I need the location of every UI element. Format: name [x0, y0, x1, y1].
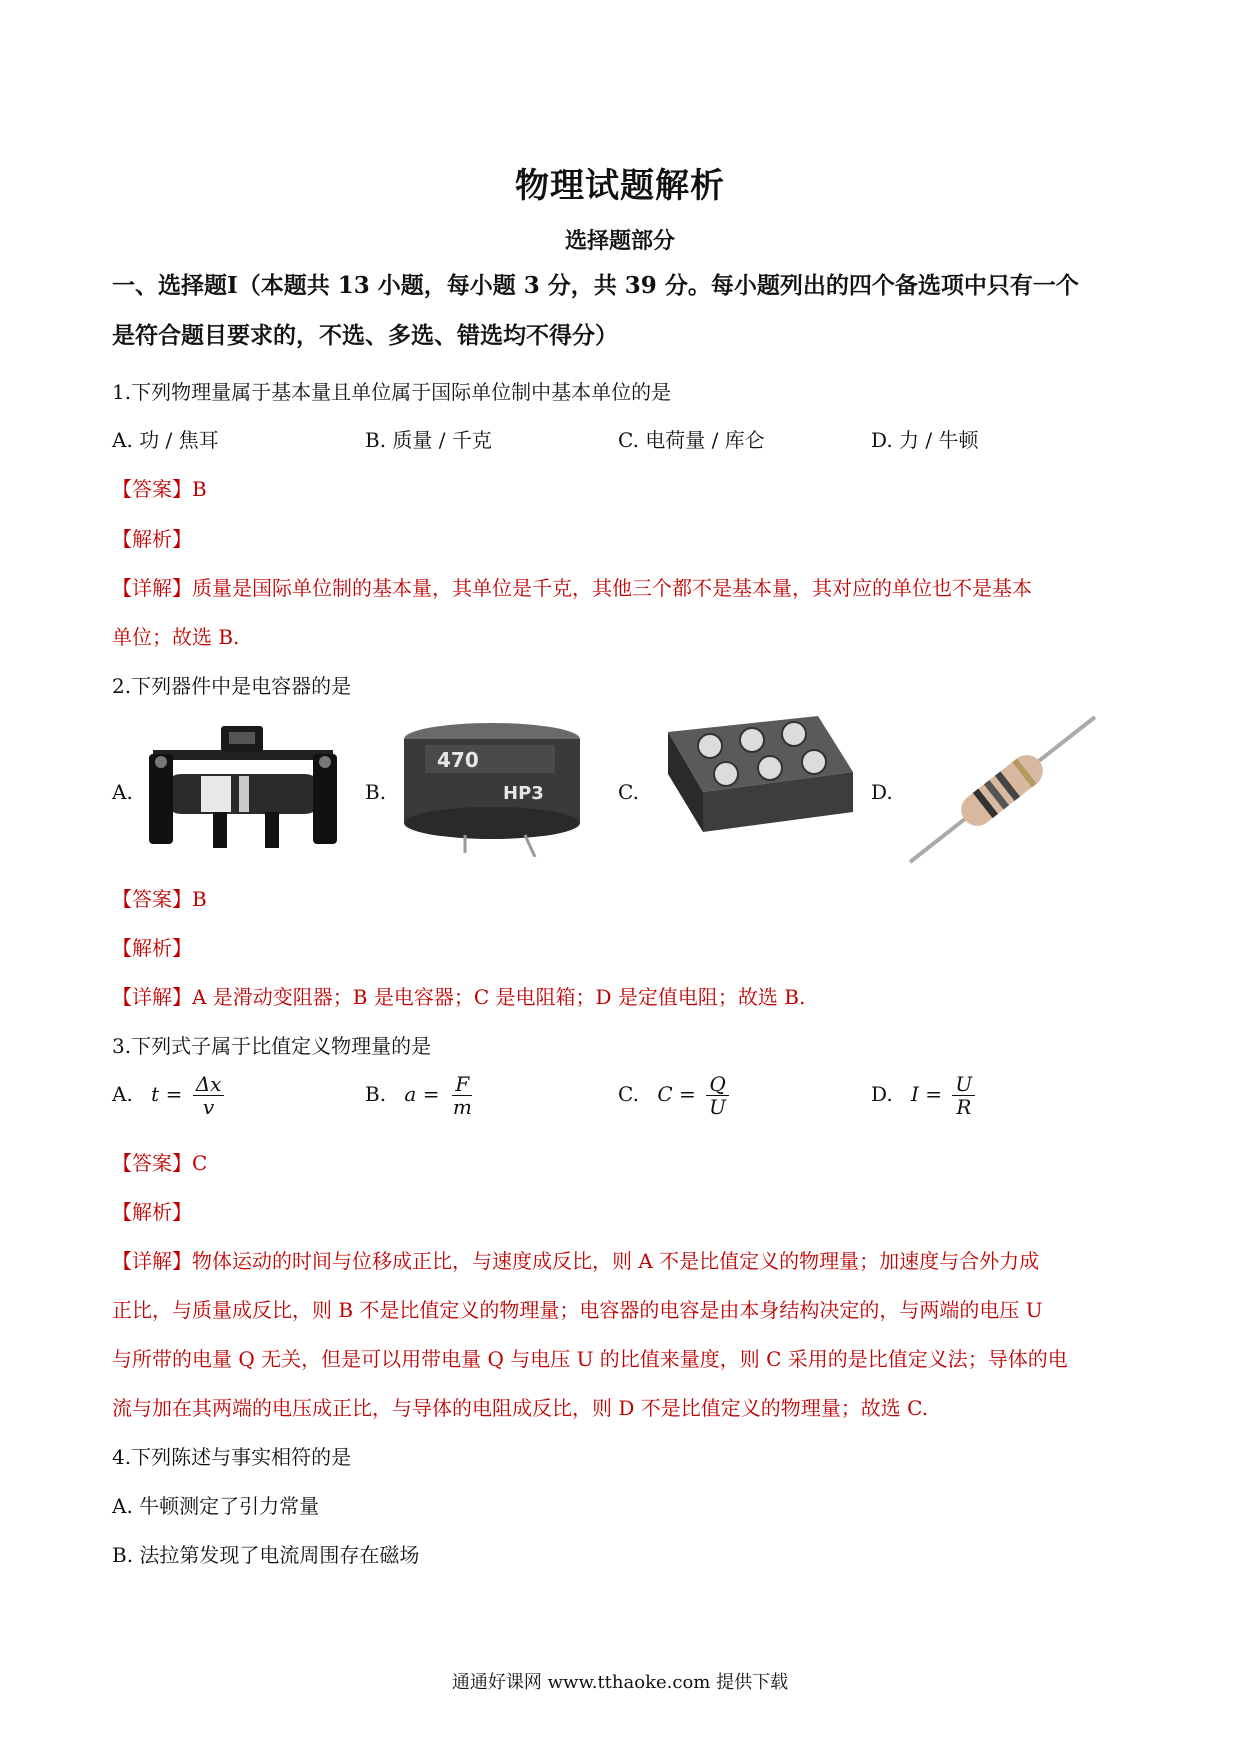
q2-option-d-label: D. [871, 780, 893, 804]
q3-option-c-numerator: Q [706, 1073, 728, 1096]
q3-option-c [618, 1073, 729, 1118]
q1-detail-line-2: 单位；故选 B. [112, 625, 240, 649]
q3-stem: 3.下列式子属于比值定义物理量的是 [112, 1034, 432, 1058]
q2-option-b-label: B. [365, 780, 387, 804]
q3-option-b-fraction [450, 1073, 475, 1118]
capacitor-marking-2: HP3 [503, 783, 544, 804]
q4-option-b: B. 法拉第发现了电流周围存在磁场 [112, 1543, 420, 1567]
q3-option-a-label: A. [112, 1082, 133, 1106]
q1-analysis-label: 【解析】 [112, 527, 192, 551]
q2-stem: 2.下列器件中是电容器的是 [112, 674, 352, 698]
q1-stem: 1.下列物理量属于基本量且单位属于国际单位制中基本单位的是 [112, 380, 672, 404]
page-subtitle: 选择题部分 [564, 228, 675, 254]
q3-option-b-denominator: m [452, 1095, 472, 1119]
q3-analysis-label: 【解析】 [112, 1200, 192, 1224]
q4-option-a: A. 牛顿测定了引力常量 [112, 1494, 320, 1518]
q3-option-b [365, 1073, 475, 1118]
q3-option-d-denominator: R [956, 1095, 972, 1119]
page-footer: 通通好课网 www.tthaoke.com 提供下载 [451, 1672, 789, 1693]
q1-option-a: A. 功 / 焦耳 [112, 428, 219, 452]
q3-detail-line-1: 【详解】物体运动的时间与位移成正比，与速度成反比，则 A 不是比值定义的物理量；加速度与合外力成 [112, 1249, 1040, 1273]
q1-detail-line-1: 【详解】质量是国际单位制的基本量，其单位是千克，其他三个都不是基本量，其对应的单位也不是基本 [112, 576, 1032, 600]
q3-option-d [871, 1073, 975, 1118]
capacitor-marking-1: 470 [437, 748, 479, 772]
resistor-image [900, 712, 1105, 867]
page-title: 物理试题解析 [515, 166, 725, 206]
q3-option-a-denominator: v [202, 1095, 215, 1119]
resistance-box-image [648, 712, 858, 857]
rheostat-image [143, 722, 343, 852]
q3-option-a-numerator: Δx [193, 1073, 225, 1096]
q3-option-a-lhs: t = [151, 1082, 183, 1106]
q3-detail-line-3: 与所带的电量 Q 无关，但是可以用带电量 Q 与电压 U 的比值来量度，则 C 采用的是比值定义法；导体的电 [112, 1347, 1068, 1371]
section-heading-line-1: 一、选择题Ⅰ（本题共 13 小题，每小题 3 分，共 39 分。每小题列出的四个备选项中只有一个 [112, 272, 1079, 299]
q3-option-d-numerator: U [952, 1073, 975, 1096]
q1-answer: 【答案】B [112, 477, 207, 501]
q3-option-c-denominator: U [709, 1095, 726, 1119]
q3-detail-line-4: 流与加在其两端的电压成正比，与导体的电阻成反比，则 D 不是比值定义的物理量；故选 C. [112, 1396, 929, 1420]
q2-answer: 【答案】B [112, 887, 207, 911]
q3-option-d-label: D. [871, 1082, 893, 1106]
q3-detail-line-2: 正比，与质量成反比，则 B 不是比值定义的物理量；电容器的电容是由本身结构决定的，与两端的电压 U [112, 1298, 1043, 1322]
q3-answer: 【答案】C [112, 1151, 208, 1175]
q3-option-c-label: C. [618, 1082, 639, 1106]
q2-detail: 【详解】A 是滑动变阻器；B 是电容器；C 是电阻箱；D 是定值电阻；故选 B. [112, 985, 806, 1009]
q3-option-c-fraction [706, 1073, 729, 1118]
q3-option-a [112, 1073, 224, 1118]
q1-option-b: B. 质量 / 千克 [365, 428, 492, 452]
q3-option-b-lhs: a = [404, 1082, 440, 1106]
q4-stem: 4.下列陈述与事实相符的是 [112, 1445, 352, 1469]
q1-option-c: C. 电荷量 / 库仑 [618, 428, 765, 452]
q2-analysis-label: 【解析】 [112, 936, 192, 960]
q2-option-c-label: C. [618, 780, 639, 804]
q3-option-b-numerator: F [452, 1073, 472, 1096]
q1-option-d: D. 力 / 牛顿 [871, 428, 979, 452]
capacitor-image [395, 717, 590, 857]
q3-option-c-lhs: C = [657, 1082, 696, 1106]
section-heading-line-2: 是符合题目要求的，不选、多选、错选均不得分） [112, 322, 618, 349]
q3-option-d-fraction [952, 1073, 975, 1118]
section-heading [112, 261, 1132, 361]
q3-option-b-label: B. [365, 1082, 387, 1106]
q2-option-a-label: A. [112, 780, 133, 804]
q3-option-d-lhs: I = [911, 1082, 943, 1106]
q3-option-a-fraction [193, 1073, 225, 1118]
